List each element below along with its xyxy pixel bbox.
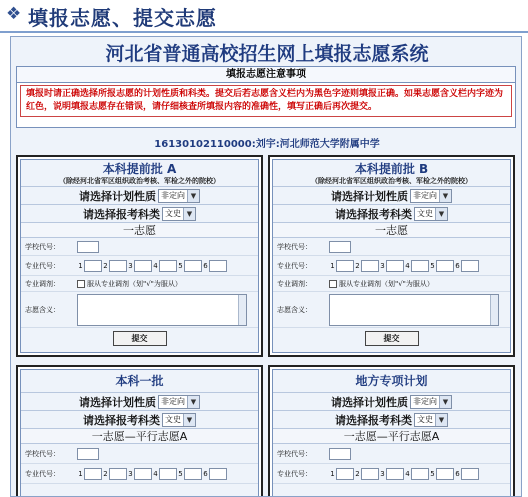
chevron-down-icon: ▼ xyxy=(187,396,199,408)
chevron-down-icon: ▼ xyxy=(187,190,199,202)
notice-heading: 填报志愿注意事项 xyxy=(17,67,515,83)
subject-type-select[interactable]: 文史 ▼ xyxy=(414,207,448,221)
chevron-down-icon: ▼ xyxy=(439,190,451,202)
school-code-label: 学校代号： xyxy=(277,449,312,458)
meaning-label: 志愿含义： xyxy=(25,305,60,314)
major-num-5: 5 xyxy=(178,469,183,478)
major-code-input-3[interactable] xyxy=(134,468,152,480)
major-code-input-5[interactable] xyxy=(184,260,202,272)
major-num-1: 1 xyxy=(78,469,83,478)
panel-title: 地方专项计划 xyxy=(355,374,428,388)
plan-type-select[interactable]: 非定向 ▼ xyxy=(158,189,200,203)
wish-heading: 一志愿—平行志愿A xyxy=(21,428,258,444)
major-num-1: 1 xyxy=(78,261,83,270)
major-code-input-3[interactable] xyxy=(134,260,152,272)
major-code-input-6[interactable] xyxy=(461,260,479,272)
major-num-2: 2 xyxy=(103,469,108,478)
major-num-2: 2 xyxy=(103,261,108,270)
major-num-1: 1 xyxy=(330,469,335,478)
meaning-textarea[interactable] xyxy=(77,294,247,326)
major-code-input-4[interactable] xyxy=(159,260,177,272)
major-num-4: 4 xyxy=(153,469,158,478)
chevron-down-icon: ▼ xyxy=(435,208,447,220)
panel-title: 本科提前批 A xyxy=(102,162,177,176)
major-code-input-6[interactable] xyxy=(209,260,227,272)
major-num-5: 5 xyxy=(178,261,183,270)
major-code-input-3[interactable] xyxy=(386,260,404,272)
school-code-label: 学校代号： xyxy=(25,449,60,458)
slide-title: 填报志愿、提交志愿 xyxy=(28,6,217,30)
adjust-label: 专业调剂： xyxy=(277,279,312,288)
subject-type-label: 请选择报考科类 xyxy=(83,207,160,221)
major-code-input-2[interactable] xyxy=(361,468,379,480)
major-code-input-4[interactable] xyxy=(411,260,429,272)
major-num-4: 4 xyxy=(405,261,410,270)
major-code-input-2[interactable] xyxy=(109,260,127,272)
subject-type-label: 请选择报考科类 xyxy=(83,413,160,427)
scrollbar[interactable] xyxy=(490,295,498,325)
system-window xyxy=(10,36,522,497)
plan-type-select[interactable]: 非定向 ▼ xyxy=(410,189,452,203)
wish-heading: 一志愿 xyxy=(273,222,510,238)
major-code-input-5[interactable] xyxy=(184,468,202,480)
plan-type-select[interactable]: 非定向 ▼ xyxy=(158,395,200,409)
major-num-5: 5 xyxy=(430,469,435,478)
meaning-textarea[interactable] xyxy=(329,294,499,326)
major-code-input-6[interactable] xyxy=(461,468,479,480)
panel-title: 本科提前批 B xyxy=(354,162,429,176)
slide-header xyxy=(0,0,528,36)
major-num-2: 2 xyxy=(355,261,360,270)
major-num-6: 6 xyxy=(455,469,460,478)
adjust-checkbox[interactable] xyxy=(77,280,85,288)
major-num-3: 3 xyxy=(128,469,133,478)
major-num-3: 3 xyxy=(128,261,133,270)
school-code-label: 学校代号： xyxy=(277,242,312,251)
plan-type-label: 请选择计划性质 xyxy=(331,189,408,203)
major-code-input-5[interactable] xyxy=(436,260,454,272)
major-num-2: 2 xyxy=(355,469,360,478)
diamond-bullet-icon: ❖ xyxy=(6,4,22,24)
submit-button[interactable]: 提交 xyxy=(365,331,419,346)
chevron-down-icon: ▼ xyxy=(439,396,451,408)
subject-type-label: 请选择报考科类 xyxy=(335,413,412,427)
major-code-input-2[interactable] xyxy=(109,468,127,480)
title-divider xyxy=(0,31,528,33)
major-code-input-1[interactable] xyxy=(84,260,102,272)
panel-first-batch xyxy=(16,365,263,497)
subject-type-select[interactable]: 文史 ▼ xyxy=(414,413,448,427)
school-code-input[interactable] xyxy=(329,448,351,460)
plan-type-label: 请选择计划性质 xyxy=(79,395,156,409)
subject-type-select[interactable]: 文史 ▼ xyxy=(162,413,196,427)
school-code-input[interactable] xyxy=(77,241,99,253)
major-code-input-4[interactable] xyxy=(411,468,429,480)
notice-text: 填报时请正确选择所报志愿的计划性质和科类。提交后若志愿含义栏内为黑色字迹则填报正确。如果志愿含义栏内字迹为红色，说明填报志愿存在错误，请仔细核查所填报内容的准确性，填写正确后再次提交。 xyxy=(26,89,504,112)
student-info: 16130102110000:刘宇:河北师范大学附属中学 xyxy=(154,139,380,150)
school-code-label: 学校代号： xyxy=(25,242,60,251)
plan-type-label: 请选择计划性质 xyxy=(331,395,408,409)
major-num-3: 3 xyxy=(380,261,385,270)
major-code-input-2[interactable] xyxy=(361,260,379,272)
submit-button[interactable]: 提交 xyxy=(113,331,167,346)
major-code-input-1[interactable] xyxy=(336,468,354,480)
adjust-label: 专业调剂： xyxy=(25,279,60,288)
major-code-label: 专业代号： xyxy=(277,469,312,478)
school-code-input[interactable] xyxy=(329,241,351,253)
adjust-checkbox[interactable] xyxy=(329,280,337,288)
major-num-6: 6 xyxy=(455,261,460,270)
chevron-down-icon: ▼ xyxy=(183,208,195,220)
major-code-input-4[interactable] xyxy=(159,468,177,480)
major-code-label: 专业代号： xyxy=(25,261,60,270)
major-num-5: 5 xyxy=(430,261,435,270)
major-code-input-1[interactable] xyxy=(336,260,354,272)
chevron-down-icon: ▼ xyxy=(183,414,195,426)
subject-type-select[interactable]: 文史 ▼ xyxy=(162,207,196,221)
major-code-input-1[interactable] xyxy=(84,468,102,480)
major-code-label: 专业代号： xyxy=(277,261,312,270)
major-code-label: 专业代号： xyxy=(25,469,60,478)
wish-heading: 一志愿—平行志愿A xyxy=(273,428,510,444)
notice-box xyxy=(16,66,516,128)
major-code-input-3[interactable] xyxy=(386,468,404,480)
subject-type-label: 请选择报考科类 xyxy=(335,207,412,221)
panel-local-special-plan xyxy=(268,365,515,497)
adjust-text: 服从专业调剂（划"√"为服从） xyxy=(339,279,434,288)
meaning-label: 志愿含义： xyxy=(277,305,312,314)
plan-type-label: 请选择计划性质 xyxy=(79,189,156,203)
panel-subtitle: （除经河北省军区组织政治考核、军检之外的院校） xyxy=(59,177,220,185)
chevron-down-icon: ▼ xyxy=(435,414,447,426)
major-num-1: 1 xyxy=(330,261,335,270)
adjust-text: 服从专业调剂（划"√"为服从） xyxy=(87,279,182,288)
major-num-6: 6 xyxy=(203,261,208,270)
panel-early-batch-a xyxy=(16,155,263,357)
major-num-6: 6 xyxy=(203,469,208,478)
plan-type-select[interactable]: 非定向 ▼ xyxy=(410,395,452,409)
panel-early-batch-b xyxy=(268,155,515,357)
major-num-4: 4 xyxy=(153,261,158,270)
major-code-input-5[interactable] xyxy=(436,468,454,480)
major-num-3: 3 xyxy=(380,469,385,478)
major-code-input-6[interactable] xyxy=(209,468,227,480)
school-code-input[interactable] xyxy=(77,448,99,460)
panel-title: 本科一批 xyxy=(115,374,164,388)
system-title: 河北省普通高校招生网上填报志愿系统 xyxy=(105,43,429,65)
major-num-4: 4 xyxy=(405,469,410,478)
panel-subtitle: （除经河北省军区组织政治考核、军检之外的院校） xyxy=(311,177,472,185)
scrollbar[interactable] xyxy=(238,295,246,325)
wish-heading: 一志愿 xyxy=(21,222,258,238)
